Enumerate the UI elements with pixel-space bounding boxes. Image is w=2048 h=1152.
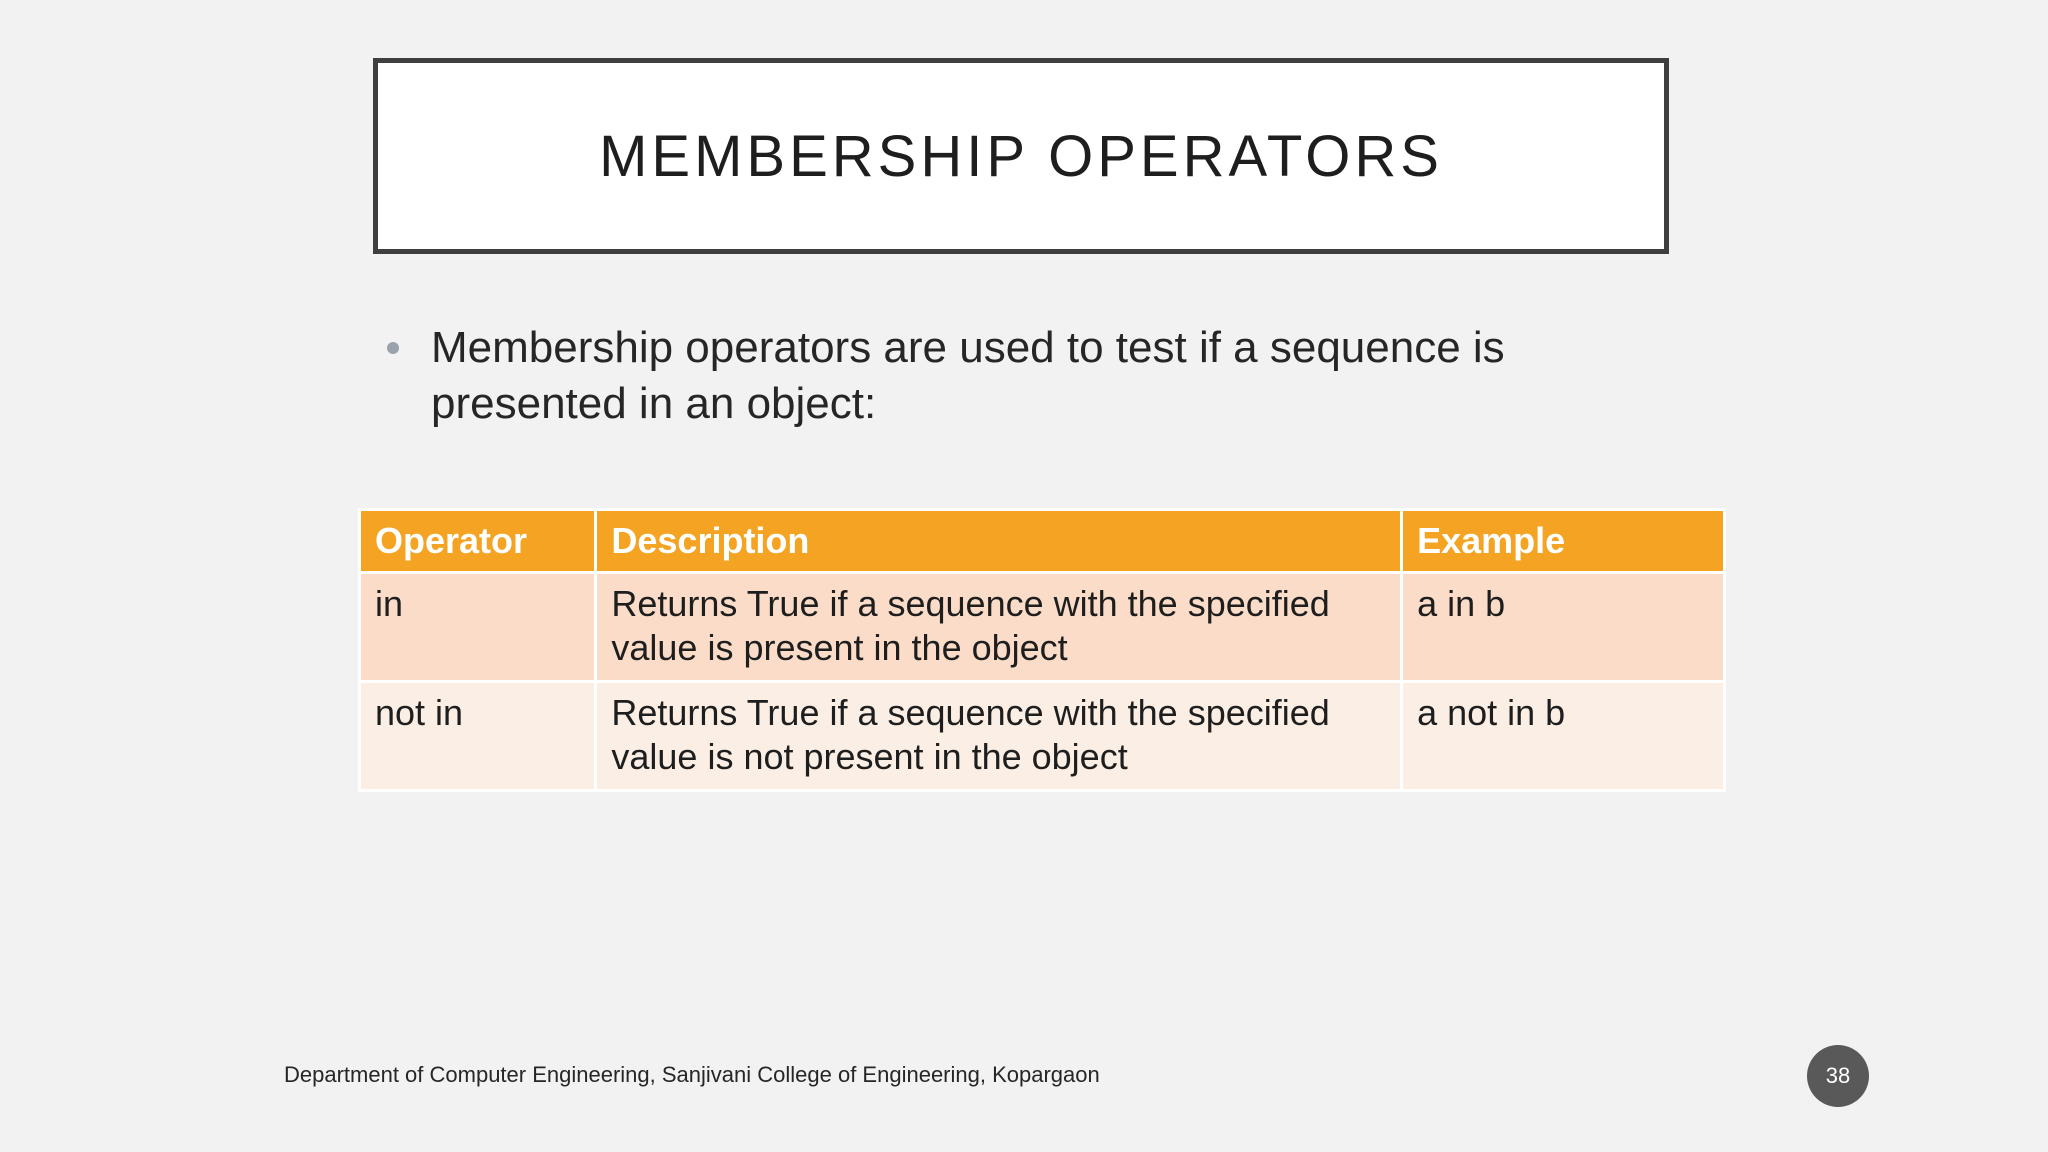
bullet-text: Membership operators are used to test if a sequence is presented in an object: bbox=[431, 323, 1505, 428]
header-description: Description bbox=[596, 510, 1402, 573]
cell-description: Returns True if a sequence with the specified value is present in the object bbox=[596, 573, 1402, 682]
slide-footer: Department of Computer Engineering, Sanjivani College of Engineering, Kopargaon bbox=[284, 1062, 1100, 1087]
header-operator: Operator bbox=[360, 510, 596, 573]
bullet-dot-icon bbox=[387, 342, 399, 354]
cell-example: a not in b bbox=[1402, 682, 1725, 791]
title-box bbox=[373, 58, 1669, 254]
cell-operator: not in bbox=[360, 682, 596, 791]
page-number-badge: 38 bbox=[1807, 1045, 1869, 1107]
bullet-item bbox=[387, 320, 1507, 432]
table-row bbox=[360, 682, 1725, 791]
cell-description: Returns True if a sequence with the specified value is not present in the object bbox=[596, 682, 1402, 791]
cell-example: a in b bbox=[1402, 573, 1725, 682]
table-row bbox=[360, 573, 1725, 682]
header-example: Example bbox=[1402, 510, 1725, 573]
slide-title: MEMBERSHIP OPERATORS bbox=[599, 123, 1443, 189]
operators-table bbox=[358, 508, 1726, 792]
bullet-list bbox=[387, 320, 1507, 432]
cell-operator: in bbox=[360, 573, 596, 682]
table-header-row bbox=[360, 510, 1725, 573]
